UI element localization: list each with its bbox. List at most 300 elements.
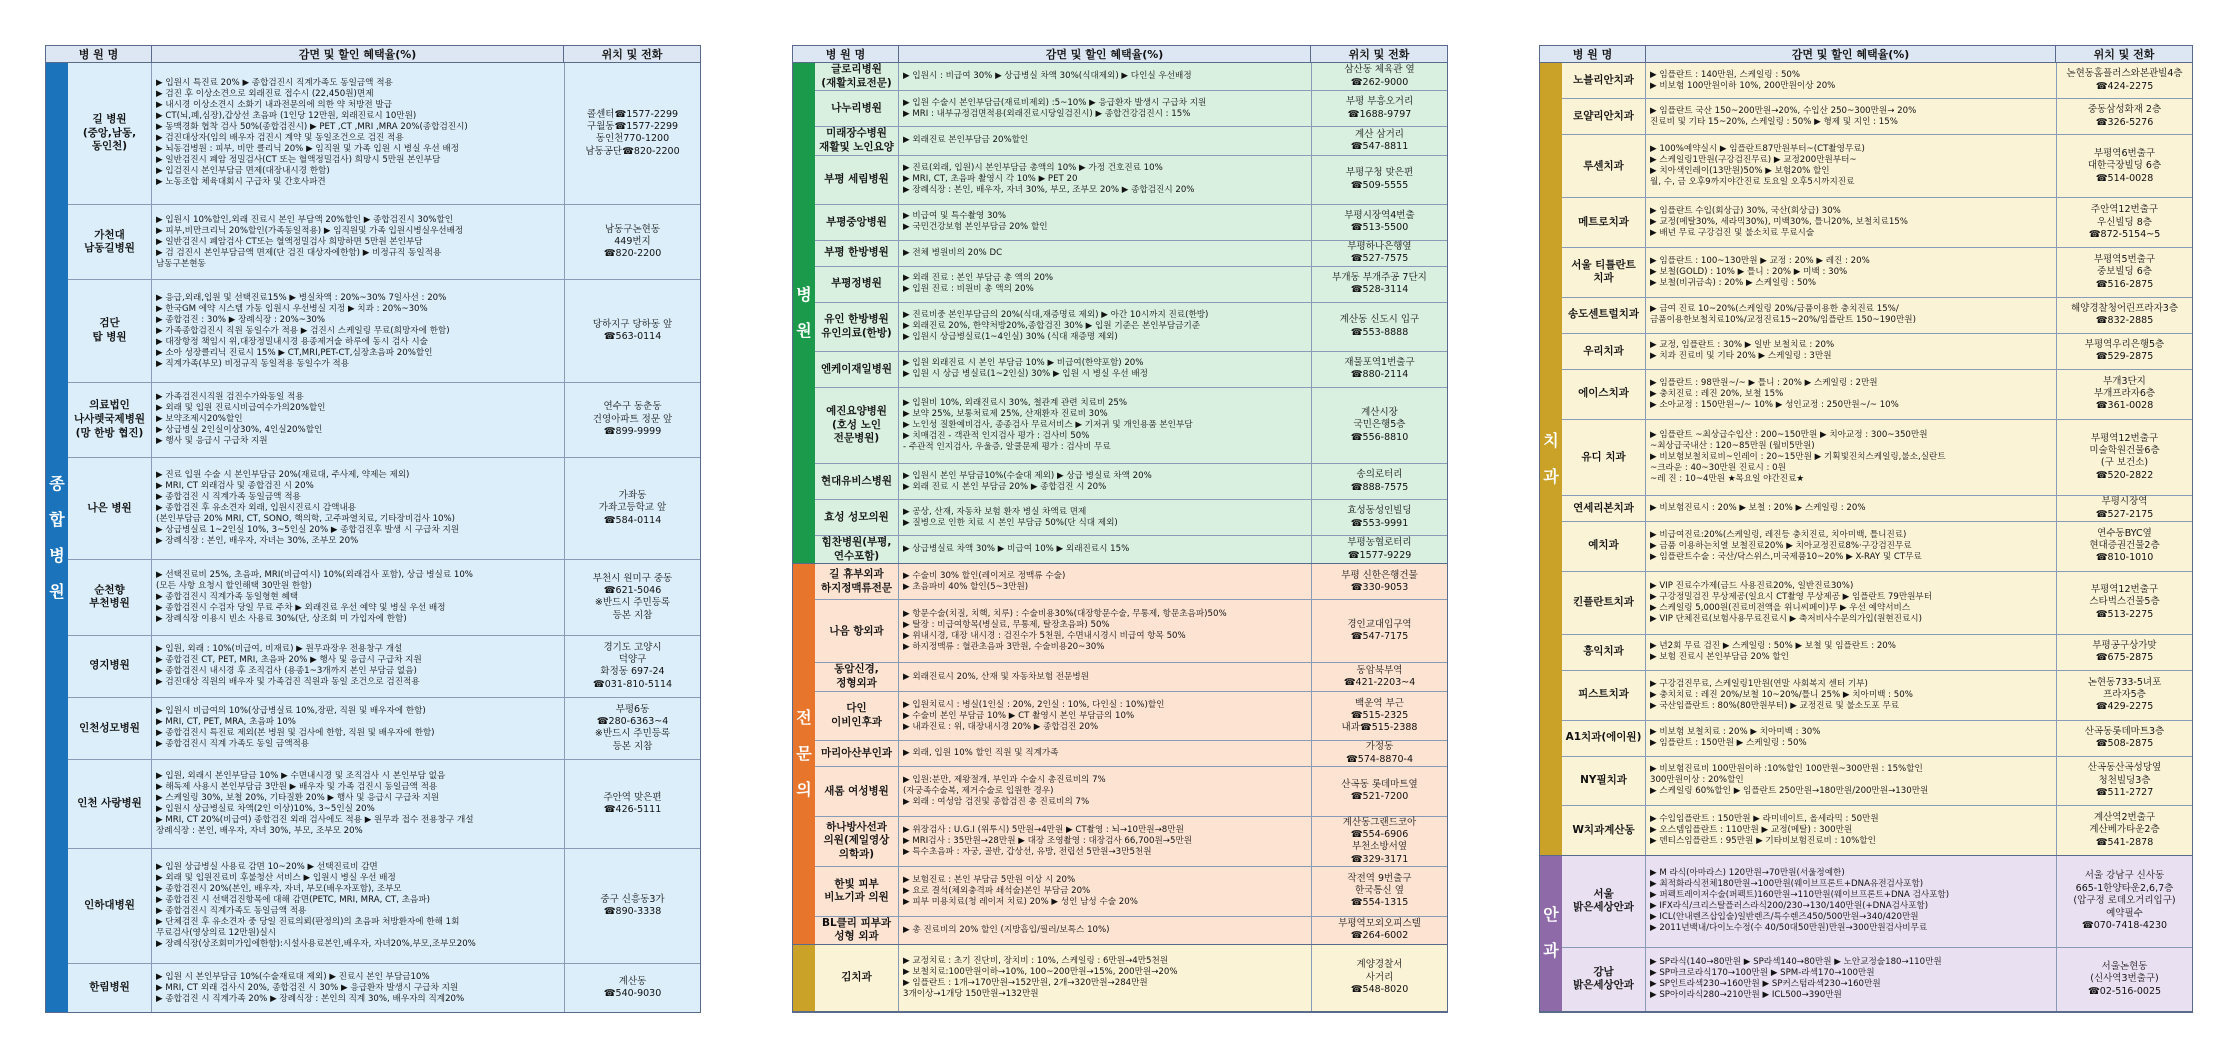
benefit-list bbox=[1646, 63, 2056, 98]
benefit-line: ▶ 입원 외래진료 시 본인 부담금 10% ▶ 비급여(한약포함) 20% bbox=[903, 358, 1144, 369]
benefit-list bbox=[152, 698, 564, 759]
location-phone: 가좌동 가좌고등학교 앞 ☎584-0114 bbox=[564, 458, 700, 559]
location-phone: 송의로터리 ☎888-7575 bbox=[1311, 464, 1447, 499]
benefit-line: ▶ 금여 진료 10~20%(스케일링 20%/금품이용한 충치진료 15%/ bbox=[1650, 304, 1899, 315]
table-row bbox=[68, 560, 700, 635]
location-phone: 재물포역1번출구 ☎880-2114 bbox=[1311, 352, 1447, 387]
benefit-line: ▶ 스케일링1만원(구강검진무료) ▶ 교정200만원부터~ bbox=[1650, 155, 1857, 166]
hospital-name: 하나방사선과 의원(제일영상 의학과) bbox=[815, 817, 899, 866]
table-row bbox=[815, 692, 1447, 742]
benefit-line: ▶ 내과진료 : 위, 대장내시경 20% ▶ 종합검진 20% bbox=[903, 721, 1099, 732]
benefit-line: ▶ 임플란트 ~최상급수입산 : 200~150만원 ▶ 치아교정 : 300~350만원 bbox=[1650, 429, 1928, 440]
hospital-name: 로얄리안치과 bbox=[1562, 99, 1646, 134]
benefit-line: ▶ 종합검진 시 직계가족 20% ▶ 장례식장 : 본인의 직계 30%, 배우자의 직계20% bbox=[156, 993, 465, 1004]
benefit-line: ▶ 피부,비만크리닉 20%할인(가족동일적용) ▶ 임직원및 가족 입원시병실우선배정 bbox=[156, 225, 464, 236]
hospital-name: 효성 성모의원 bbox=[815, 500, 899, 535]
table-row bbox=[815, 352, 1447, 388]
benefit-line: ▶ 치매검진 - 객관적 인지검사 평가 : 검사비 50% bbox=[903, 430, 1090, 441]
table-row bbox=[815, 91, 1447, 127]
category-text bbox=[793, 945, 815, 1011]
table-row bbox=[1562, 522, 2192, 572]
hospital-name: 인하대병원 bbox=[68, 849, 152, 963]
benefit-line: ▶ 보철치료:100만원이하→10%, 100~200만원→15%, 200만원→20% bbox=[903, 966, 1178, 977]
hospital-name: 김치과 bbox=[815, 945, 899, 1011]
benefit-line: ▶ 외래진료시 20%, 산재 및 자동차보험 전문병원 bbox=[903, 671, 1089, 682]
benefit-line: ▶ 구강정밀검진 무상제공(일요시 CT촬영 무상제공 ▶ 임플란트 79만원부터 bbox=[1650, 591, 1933, 602]
location-phone: 당하지구 당하동 앞 ☎563-0114 bbox=[564, 280, 700, 381]
panel-hospitals-specialists bbox=[792, 45, 1448, 1013]
location-phone: 백운역 부근 ☎515-2325 내과☎515-2388 bbox=[1311, 692, 1447, 741]
table-row bbox=[1562, 198, 2192, 248]
hospital-name: 노블리안치과 bbox=[1562, 63, 1646, 98]
location-phone: 부평농협로터리 ☎1577-9229 bbox=[1311, 536, 1447, 563]
hospital-name: 메트로치과 bbox=[1562, 198, 1646, 247]
header-location: 위치 및 전화 bbox=[1348, 48, 1410, 61]
location-phone: 부평역5번출구 중보빌딩 6층 ☎516-2875 bbox=[2056, 248, 2192, 297]
location-phone: 계산역2번출구 계산베가타운2층 ☎541-2878 bbox=[2056, 806, 2192, 855]
category-text bbox=[1540, 63, 1562, 855]
benefit-list bbox=[1646, 198, 2056, 247]
benefit-line: ▶ 공상, 산재, 자동차 보험 환자 병실 차액료 면제 bbox=[903, 506, 1087, 517]
benefit-line: ▶ 오스템임플란트 : 110만원 ▶ 교정(메탈) : 300만원 bbox=[1650, 825, 1853, 836]
table-row bbox=[68, 760, 700, 849]
hospital-name: 강남 밝은세상안과 bbox=[1562, 948, 1646, 1011]
benefit-list bbox=[1646, 370, 2056, 419]
benefit-list bbox=[152, 280, 564, 381]
benefit-list bbox=[152, 849, 564, 963]
benefit-line: ▶ 내시경 이상소견시 소화기 내과전문의에 의한 약 처방전 발급 bbox=[156, 100, 393, 111]
benefit-line: ▶ 입원시 비급여의 10%(상급병실료 10%,장판, 직원 및 배우자에 한함) bbox=[156, 706, 426, 717]
benefit-line: ▶ 검진대상자(임의 배우자 검진시 계약 및 동일조건으로 검진 적용 bbox=[156, 133, 404, 144]
table-row bbox=[1562, 856, 2192, 948]
benefit-line: ▶ 입원치료시 : 병실(1인실 : 20%, 2인실 : 10%, 다인실 : 10%)할인 bbox=[903, 699, 1165, 710]
benefit-line: ▶ 하지정맥류 : 혈관초음파 3만원, 수술비용20~30% bbox=[903, 642, 1105, 653]
benefit-line: ▶ 임플란트 수입(회상급) 30%, 국산(회상급) 30% bbox=[1650, 206, 1841, 217]
benefit-list bbox=[899, 917, 1311, 944]
benefit-line: ▶ 배년 무료 구강검진 및 불소치료 무료시술 bbox=[1650, 228, 1815, 239]
benefit-line: ▶ 종합검진 시 직계가족 동일금액 적용 bbox=[156, 492, 301, 503]
benefit-line: ▶ 요로 결석(체외충격파 쇄석술)본인 부담금 20% bbox=[903, 885, 1091, 896]
benefit-line: ▶ 피부 미용치료(청 레이저 치료) 20% ▶ 성인 남성 수술 20% bbox=[903, 896, 1138, 907]
hospital-name: 새롬 여성병원 bbox=[815, 767, 899, 816]
benefit-line: ▶ MRI, CT 외래 검사시 20%, 종합검진 시 30% ▶ 응급환자 발생시 구급차 지원 bbox=[156, 982, 459, 993]
benefit-list bbox=[899, 303, 1311, 351]
benefit-line: ▶ 장례식장 : 본인, 배우자, 자녀는 30%, 조부모 20% bbox=[156, 536, 359, 547]
hospital-name: 서울 밝은세상안과 bbox=[1562, 856, 1646, 947]
benefit-line: ~크라운 : 40~30만원 진료시 : 0원 bbox=[1650, 462, 1786, 473]
benefit-line: ▶ 일반검진시 폐암검사 CT또는 혈액정밀검사 희망하면 5만원 본인부담 bbox=[156, 236, 423, 247]
header-location: 위치 및 전화 bbox=[2093, 48, 2155, 61]
benefit-list bbox=[899, 205, 1311, 240]
benefit-line: ▶ 비보험보철치료비~인레이 : 20~15만원 ▶ 기획빛진치스케일링,불소,실란트 bbox=[1650, 451, 1946, 462]
benefit-line: ▶ 장례식장 : 본인, 배우자, 자녀 30%, 부모, 조부모 20% ▶ 종합검진시 20% bbox=[903, 185, 1195, 196]
location-phone: 서울 강남구 신사동 665-1한양타운2,6,7층 (압구정 로데오거리입구) 예약필수 ☎070-7418-4230 bbox=[2056, 856, 2192, 947]
benefit-line: ▶ 행사 및 응급시 구급차 지원 bbox=[156, 436, 268, 447]
category-text bbox=[793, 564, 815, 944]
table-row bbox=[815, 303, 1447, 352]
location-phone: 논현동733-5녀포 프라자5층 ☎429-2275 bbox=[2056, 671, 2192, 720]
benefit-line: (모든 사항 요청시 할인해택 30만원 한함) bbox=[156, 580, 312, 591]
table-row bbox=[1562, 135, 2192, 198]
benefit-line: ▶ ICL(안내렌즈삽입술)일반렌즈/특수렌즈450/500만원→340/420만원 bbox=[1650, 912, 1919, 923]
hospital-name: 송도센트럴치과 bbox=[1562, 298, 1646, 333]
hospital-name: 유인 한방병원 유인의료(한방) bbox=[815, 303, 899, 351]
table-row bbox=[1562, 572, 2192, 635]
hospital-name: 한빛 피부 비뇨기과 의원 bbox=[815, 867, 899, 916]
benefit-line: ▶ 종합검진 시 선택검진항목에 대해 감면(PETC, MRI, MRA, CT, 초음파) bbox=[156, 894, 431, 905]
hospital-name: 에이스치과 bbox=[1562, 370, 1646, 419]
benefit-line: ▶ 보험진료 : 본인 부담금 5만원 이상 시 20% bbox=[903, 874, 1076, 885]
hospital-name: 나은 병원 bbox=[68, 458, 152, 559]
location-phone: 가정동 ☎574-8870-4 bbox=[1311, 741, 1447, 766]
header-benefit: 감면 및 할인 혜택율(%) bbox=[1646, 46, 2056, 62]
benefit-line: ▶ 치아색인레이(13만원)50% ▶ 보험20% 할인 bbox=[1650, 166, 1830, 177]
benefit-line: ▶ 항문수술(치질, 치핵, 치루) : 수술비용30%(대장항문수술, 무통제, 항문초음파)50% bbox=[903, 609, 1227, 620]
benefit-list bbox=[152, 63, 564, 204]
location-phone: 경기도 고양시 덕양구 화정동 697-24 ☎031-810-5114 bbox=[564, 636, 700, 697]
table-body bbox=[46, 63, 700, 1012]
hospital-name: 나누리병원 bbox=[815, 91, 899, 126]
benefit-list bbox=[1646, 948, 2056, 1011]
benefit-line: ▶ SP인트라섹230→160만원 ▶ SP커스텀라섹230→160만원 bbox=[1650, 979, 1881, 990]
hospital-name: 글로리병원 (재활치료전문) bbox=[815, 63, 899, 90]
category-label bbox=[46, 63, 68, 1012]
location-phone: 부평역12번출구 스타벅스건물5층 ☎513-2275 bbox=[2056, 572, 2192, 634]
benefit-line: ▶ 특수초음파 : 자궁, 골반, 갑상선, 유방, 전립선 5만원→3만5천원 bbox=[903, 846, 1152, 857]
benefit-line: ▶ 스케일링 30%, 보철 20%, 기타질환 20% ▶ 행사 및 응급시 구급차 지원 bbox=[156, 792, 440, 803]
benefit-line: ▶ 위내시경, 대장 내시경 : 검진수가 5천원, 수면내시경시 비급여 항목 50% bbox=[903, 631, 1186, 642]
benefit-line: ▶ 스케일링 5,000원(진료비전액을 위니씨페이)무 ▶ 우선 예약서비스 bbox=[1650, 602, 1911, 613]
hospital-name: 마리아산부인과 bbox=[815, 741, 899, 766]
benefit-line: ▶ 소아교정 : 150만원~/~ 10% ▶ 성인교정 : 250만원~/~ 10% bbox=[1650, 399, 1899, 410]
benefit-line: ▶ 종합검진시 내시경 후 조직검사 (용종1~3개까지 본인 부담금 없음) bbox=[156, 666, 417, 677]
benefit-line: ▶ 임플란트 : 100~130만원 ▶ 교정 : 20% ▶ 레진 : 20% bbox=[1650, 255, 1870, 266]
benefit-line: ▶ 퍼펙트레이저수술(퍼펙트)160만원→110만원(웨이브프론트+DNA 검사포함) bbox=[1650, 890, 1950, 901]
benefit-line: ▶ 임플란트 : 98만원~/~ ▶ 틀니 : 20% ▶ 스케일링 : 2만원 bbox=[1650, 377, 1878, 388]
benefit-list bbox=[899, 388, 1311, 463]
location-phone: 부개3단지 부개프라자6층 ☎361-0028 bbox=[2056, 370, 2192, 419]
benefit-line: ▶ M 라식(아마라스) 120만원→70만원(서울정예한) bbox=[1650, 868, 1845, 879]
table-header bbox=[46, 46, 700, 63]
benefit-line: ▶ 일반검진시 폐암 정밀검사(CT 또는 혈액정밀검사) 희망시 5만원 본인부담 bbox=[156, 155, 441, 166]
benefit-line: ▶ 동맥경화 협착 검사 50%(종합검진시) ▶ PET ,CT ,MRI ,MRA 20%(종합검진시) bbox=[156, 122, 468, 133]
benefit-list bbox=[899, 663, 1311, 690]
benefit-line: (자궁족수술복, 제거수술로 입원한 경우) bbox=[903, 785, 1054, 796]
benefit-line: ▶ 국민건강보험 본인부담금 20% 할인 bbox=[903, 222, 1048, 233]
table-row bbox=[68, 383, 700, 458]
table-row bbox=[68, 280, 700, 382]
location-phone: 남동구논현동 449번지 ☎820-2200 bbox=[564, 205, 700, 279]
location-phone: 계양경찰서 사거리 ☎548-8020 bbox=[1311, 945, 1447, 1011]
table-row bbox=[815, 500, 1447, 536]
location-phone: 계산동그랜드코아 ☎554-6906 부천소방서옆 ☎329-3171 bbox=[1311, 817, 1447, 866]
benefit-line: ▶ 질병으로 인한 치료 시 본인 부담금 50%(단 식대 제외) bbox=[903, 517, 1118, 528]
location-phone: 서울논현동 (신사역3번출구) ☎02-516-0025 bbox=[2056, 948, 2192, 1011]
benefit-list bbox=[1646, 522, 2056, 571]
benefit-line: 300만원이상 : 20%할인 bbox=[1650, 775, 1744, 786]
hospital-name: 순천향 부천병원 bbox=[68, 560, 152, 634]
hospital-name: 한림병원 bbox=[68, 964, 152, 1012]
hospital-name: 엔케이재일병원 bbox=[815, 352, 899, 387]
table-row bbox=[1562, 671, 2192, 721]
benefit-line: ▶ 입원시 특진료 20% ▶ 종합검진시 직계가족도 동일금액 적용 bbox=[156, 78, 393, 89]
benefit-line: ▶ 수입임플란트 : 150만원 ▶ 라미네이트, 올세라믹 : 50만원 bbox=[1650, 814, 1879, 825]
location-phone: 동암북부역 ☎421-2203~4 bbox=[1311, 663, 1447, 690]
table-row bbox=[1562, 248, 2192, 298]
location-phone: 콜센터☎1577-2299 구월동☎1577-2299 동인천770-1200 남동공단☎820-2200 bbox=[564, 63, 700, 204]
benefit-line: ▶ 입원시 상급병실료(1~4인실) 30% (식대 재증명 제외) bbox=[903, 332, 1118, 343]
table-row bbox=[815, 241, 1447, 267]
location-phone: 논현동홈플러스와본관빌4층 ☎424-2275 bbox=[2056, 63, 2192, 98]
benefit-line: ▶ 종합검진시 직계가족 동일형현 혜택 bbox=[156, 591, 299, 602]
rows bbox=[815, 63, 1447, 563]
benefit-line: ▶ 단체검진 후 유소견자 중 당일 진료의뢰(판정의)의 초음파 처방환자에 한해 1회 bbox=[156, 916, 460, 927]
table-header bbox=[1540, 46, 2192, 63]
location-phone: 효성동성인빌딩 ☎553-9991 bbox=[1311, 500, 1447, 535]
benefit-line: ▶ 종합검진 CT, PET, MRI, 초음파 20% ▶ 행사 및 응급시 구급차 지원 bbox=[156, 655, 422, 666]
location-phone: 작전역 9번출구 한국통신 옆 ☎554-1315 bbox=[1311, 867, 1447, 916]
hospital-name: W치과계산동 bbox=[1562, 806, 1646, 855]
benefit-line: ▶ 충치치료 : 레진 20%/보철 10~20%/틀니 25% ▶ 치아미백 : 50% bbox=[1650, 689, 1913, 700]
benefit-line: ▶ 보철(GOLD) : 10% ▶ 틀니 : 20% ▶ 미백 : 30% bbox=[1650, 266, 1848, 277]
table-row bbox=[815, 600, 1447, 663]
benefit-line: ▶ 비보험 100만원이하 10%, 200만원이상 20% bbox=[1650, 80, 1836, 91]
benefit-line: ▶ 입원비 10%, 외래진료시 30%, 철관계 관련 치료비 25% bbox=[903, 397, 1128, 408]
hospital-name: 인천성모병원 bbox=[68, 698, 152, 759]
category-group bbox=[1540, 63, 2192, 856]
table-row bbox=[1562, 806, 2192, 855]
benefit-list bbox=[899, 564, 1311, 599]
benefit-line: - 주관적 인지검사, 우울증, 알쿨문제 평가 : 검사비 무료 bbox=[903, 441, 1111, 452]
location-phone: 중동삼성화재 2층 ☎326-5276 bbox=[2056, 99, 2192, 134]
benefit-line: ▶ MRI : 내부규정검면적용(외래진료시당일검진시) ▶ 종합건강검진시 : 15% bbox=[903, 108, 1191, 119]
benefit-list bbox=[152, 458, 564, 559]
benefit-line: ▶ 종합검진시 수검자 당일 무료 주차 ▶ 외래진료 우선 예약 및 병실 우선 배정 bbox=[156, 602, 446, 613]
benefit-list bbox=[1646, 757, 2056, 806]
benefit-list bbox=[152, 760, 564, 848]
benefit-line: ▶ 입원, 외래 : 10%(비급여, 비재료) ▶ 원무과장우 전용창구 개설 bbox=[156, 644, 403, 655]
benefit-line: ▶ 응급,외래,입원 및 선택진료15% ▶ 병실차액 : 20%~30% 7일사선 : 20% bbox=[156, 292, 447, 303]
benefit-line: ▶ 입원시 : 비급여 30% ▶ 상급병실 차액 30%(식대제외) ▶ 다인실 우선배정 bbox=[903, 71, 1192, 82]
table-row bbox=[1562, 298, 2192, 334]
header-name: 병 원 명 bbox=[793, 46, 899, 62]
benefit-line: ▶ 비보험진료시 : 20% ▶ 보철 : 20% ▶ 스케일링 : 20% bbox=[1650, 503, 1866, 514]
benefit-line: ▶ 보철(비귀금속) : 20% ▶ 스케일링 : 50% bbox=[1650, 277, 1817, 288]
header-benefit: 감면 및 할인 혜택율(%) bbox=[152, 46, 564, 62]
location-phone: 부평6동 ☎280-6363~4 ※반드시 주민등록 등본 지참 bbox=[564, 698, 700, 759]
category-group bbox=[1540, 856, 2192, 1012]
benefit-line: ▶ 종합검진 : 30% ▶ 장례식장 : 20%~30% bbox=[156, 314, 326, 325]
header-name: 병 원 명 bbox=[1540, 46, 1646, 62]
benefit-line: ▶ 종합검진 후 유소견자 외래, 입원시진료시 감액내용 bbox=[156, 503, 357, 514]
category-label bbox=[793, 63, 815, 563]
table-row bbox=[68, 964, 700, 1012]
benefit-list bbox=[899, 741, 1311, 766]
benefit-line: ▶ VIP 진료수가제(금드 사용진료20%, 일반진료30%) bbox=[1650, 580, 1854, 591]
benefit-line: ▶ 진료비중 본인부담금의 20%(식대,재증명료 제외) ▶ 아간 10시까지 진료(한방) bbox=[903, 310, 1209, 321]
location-phone: 부평역12번출구 미술학원건물6층 (구 보건소) ☎520-2822 bbox=[2056, 420, 2192, 496]
table-row bbox=[815, 156, 1447, 205]
benefit-list bbox=[899, 600, 1311, 662]
table-row bbox=[68, 63, 700, 205]
hospital-name: 미래장수병원 재활및 노인요양 bbox=[815, 127, 899, 154]
hospital-name: 부평 세림병원 bbox=[815, 156, 899, 204]
category-label bbox=[1540, 856, 1562, 1011]
table-row bbox=[1562, 63, 2192, 99]
hospital-name: 길 병원 (중앙,남동, 동인천) bbox=[68, 63, 152, 204]
benefit-line: ▶ 종합검진시 특진료 제외(본 병원 및 검사에 한함, 직원 및 배우자에 한함) bbox=[156, 728, 435, 739]
location-phone: 계산시장 국민은행5층 ☎556-8810 bbox=[1311, 388, 1447, 463]
table-body bbox=[793, 63, 1447, 1012]
location-phone: 부평 부흥오거리 ☎1688-9797 bbox=[1311, 91, 1447, 126]
benefit-line: ▶ 입원:분만, 제왕절개, 부인과 수술시 총진료비의 7% bbox=[903, 774, 1106, 785]
hospital-name: 루센치과 bbox=[1562, 135, 1646, 197]
location-phone: 삼산동 체육관 옆 ☎262-9000 bbox=[1311, 63, 1447, 90]
table-row bbox=[68, 849, 700, 964]
rows bbox=[1562, 856, 2192, 1011]
location-phone: 주안역 맞은편 ☎426-5111 bbox=[564, 760, 700, 848]
benefit-list bbox=[899, 867, 1311, 916]
benefit-line: ▶ 임플란트 국산 150~200만원→20%, 수입산 250~300만원→ 20% bbox=[1650, 105, 1917, 116]
benefit-line: ▶ 외래 진료 시 본인 부담금 20% ▶ 종합검진 시 20% bbox=[903, 481, 1107, 492]
hospital-name: 연세리본치과 bbox=[1562, 496, 1646, 521]
header-benefit: 감면 및 할인 혜택율(%) bbox=[899, 46, 1311, 62]
table-row bbox=[1562, 721, 2192, 757]
hospital-name: 다인 이비인후과 bbox=[815, 692, 899, 741]
benefit-line: ▶ 입원시 본인 부담금10%(수술대 제외) ▶ 상급 병실료 차액 20% bbox=[903, 470, 1152, 481]
benefit-line: ▶ 검진대상 직원의 배우자 및 가족검진 직원과 동일 조건으로 검진적용 bbox=[156, 677, 420, 688]
hospital-name: 길 휴부외과 하지정맥류전문 bbox=[815, 564, 899, 599]
benefit-list bbox=[899, 267, 1311, 302]
location-phone: 해양경찰청어린프라자3층 ☎832-2885 bbox=[2056, 298, 2192, 333]
benefit-line: ▶ 입원 진료 : 비원비 총 액의 20% bbox=[903, 284, 1034, 295]
benefit-line: ▶ 진료 입원 수술 시 본인부담금 20%(재료대, 주사제, 약제는 제외) bbox=[156, 470, 410, 481]
benefit-line: ▶ 총 진료비의 20% 할인 (지방흡입/필러/보톡스 10%) bbox=[903, 924, 1110, 935]
benefit-line: ~레 진 : 10~4만원 ★목요일 야간진료★ bbox=[1650, 473, 1805, 484]
hospital-name: A1치과(에이원) bbox=[1562, 721, 1646, 756]
benefit-line: ▶ 대장항정 책임시 위,대장정밀내시경 용종제거술 하루에 동시 검사 시술 bbox=[156, 336, 428, 347]
location-phone: 계산동 ☎540-9030 bbox=[564, 964, 700, 1012]
benefit-line: ▶ 교정치료 : 초기 진단비, 장치비 : 10%, 스케일링 : 6만원→4만5천원 bbox=[903, 955, 1169, 966]
benefit-list bbox=[899, 241, 1311, 266]
benefit-list bbox=[1646, 99, 2056, 134]
location-phone: 연수동BYC옆 현대증권건물2층 ☎810-1010 bbox=[2056, 522, 2192, 571]
location-phone: 부평공구상가맞 ☎675-2875 bbox=[2056, 635, 2192, 670]
table-row bbox=[68, 636, 700, 698]
benefit-line: ▶ 구강검진무료, 스케일링1만원(연말 사회복지 센터 기부) bbox=[1650, 678, 1868, 689]
benefit-line: 진료비 및 기타 15~20%, 스케일링 : 50% ▶ 형제 및 지인 : 15% bbox=[1650, 116, 1898, 127]
benefit-line: ▶ 상급병실료 차액 30% ▶ 비급여 10% ▶ 외래진료시 15% bbox=[903, 544, 1130, 555]
benefit-list bbox=[899, 945, 1311, 1011]
benefit-list bbox=[152, 964, 564, 1012]
benefit-line: ▶ 외래 진료 : 본인 부담금 총 액의 20% bbox=[903, 273, 1054, 284]
benefit-line: ▶ 최적화라식전체180만원→100만원(웨이브프론트+DNA유전검사포함) bbox=[1650, 879, 1924, 890]
location-phone: 경인교대입구역 ☎547-7175 bbox=[1311, 600, 1447, 662]
benefit-list bbox=[1646, 856, 2056, 947]
benefit-line: 금품이용한보철치료10%/교정진료15~20%/임플란트 150~190만원) bbox=[1650, 315, 1916, 326]
table-row bbox=[68, 458, 700, 560]
benefit-line: ▶ 종합검진시 20%(본인, 배우자, 자녀, 부모(배우자포함), 조부모 bbox=[156, 883, 402, 894]
location-phone: 계산 삼거리 ☎547-8811 bbox=[1311, 127, 1447, 154]
category-text bbox=[46, 63, 68, 1012]
benefit-list bbox=[1646, 248, 2056, 297]
benefit-list bbox=[899, 352, 1311, 387]
benefit-line: ▶ 입원시 상급병실료 차액(2인 이상)10%, 3~5인실 20% bbox=[156, 803, 375, 814]
location-phone: 중구 신흥동3가 ☎890-3338 bbox=[564, 849, 700, 963]
table-row bbox=[815, 741, 1447, 767]
hospital-name: NY필치과 bbox=[1562, 757, 1646, 806]
table-row bbox=[815, 267, 1447, 303]
benefit-line: ▶ 검진 후 이상소견으로 외래진료 접수시 (22,450원)면제 bbox=[156, 89, 374, 100]
table-body bbox=[1540, 63, 2192, 1012]
benefit-line: ▶ 비보험진료비 100만원이하 :10%할인 100만원~300만원 : 15%할인 bbox=[1650, 764, 1923, 775]
category-text bbox=[793, 63, 815, 563]
benefit-line: ~최상급국내산 : 120~85만원 (월비5만원) bbox=[1650, 440, 1815, 451]
rows bbox=[815, 945, 1447, 1011]
rows bbox=[1562, 63, 2192, 855]
category-char: 전 bbox=[796, 708, 812, 728]
location-phone: 부평구청 맞은편 ☎509-5555 bbox=[1311, 156, 1447, 204]
benefit-line: ▶ 덴티스임플란트 : 95만원 ▶ 기타비보험진료비 : 10%할인 bbox=[1650, 836, 1876, 847]
benefit-line: 장례식장 : 본인, 배우자, 자녀 30%, 부모, 조부모 20% bbox=[156, 825, 363, 836]
hospital-name: 검단 탑 병원 bbox=[68, 280, 152, 381]
benefit-line: ▶ 교정, 임플란트 : 30% ▶ 일반 보철치료 : 20% bbox=[1650, 340, 1835, 351]
benefit-line: ▶ 가족검진시직원 검진수가와동일 적용 bbox=[156, 392, 304, 403]
hospital-name: 예진요양병원 (호성 노인 전문병원) bbox=[815, 388, 899, 463]
hospital-name: 우리치과 bbox=[1562, 334, 1646, 369]
benefit-line: ▶ 장례식장(상조회미가입에한함):시설사용료본인,배우자, 자녀20%,부모,조부모20% bbox=[156, 938, 476, 949]
benefit-line: ▶ 충치진료 : 레진 20%, 보철 15% bbox=[1650, 388, 1784, 399]
table-row bbox=[1562, 948, 2192, 1011]
location-phone: 산곡동롯데마트3층 ☎508-2875 bbox=[2056, 721, 2192, 756]
hospital-name: 흥익치과 bbox=[1562, 635, 1646, 670]
rows bbox=[815, 564, 1447, 944]
benefit-line: ▶ 입검진시 본인부담금 면제(대장내시경 한함) bbox=[156, 166, 330, 177]
table-row bbox=[1562, 370, 2192, 420]
benefit-line: ▶ MRI, CT, PET, MRA, 초음파 10% bbox=[156, 717, 296, 728]
benefit-line: ▶ 입원시 10%할인,외래 진료시 본인 부담액 20%할인 ▶ 종합검진시 30%할인 bbox=[156, 214, 454, 225]
category-text bbox=[1540, 856, 1562, 1011]
location-phone: 주안역12번출구 우신빌딩 8층 ☎872-5154~5 bbox=[2056, 198, 2192, 247]
table-row bbox=[815, 536, 1447, 563]
hospital-name: 피스트치과 bbox=[1562, 671, 1646, 720]
benefit-line: ▶ 보약 25%, 보통처료제 25%, 산재환자 진료비 30% bbox=[903, 408, 1108, 419]
benefit-line: ▶ 직계가족(부모) 비정규직 동일적용 동일수가 적용 bbox=[156, 358, 350, 369]
benefit-line: ▶ 외래 및 입원진료비 후불청산 서비스 ▶ 입원시 병실 우선 배정 bbox=[156, 872, 396, 883]
benefit-line: ▶ 외래 : 여성암 검진및 종합검진 총 진료비의 7% bbox=[903, 796, 1090, 807]
benefit-line: ▶ SP라식(140→80만원 ▶ SP라섹140→80만원 ▶ 노안교정술180→110만원 bbox=[1650, 957, 1942, 968]
table-row bbox=[1562, 99, 2192, 135]
table-row bbox=[1562, 334, 2192, 370]
hospital-name: 인천 사랑병원 bbox=[68, 760, 152, 848]
benefit-line: ▶ 종합검진시 직계 가족도 동일 금액적용 bbox=[156, 739, 310, 750]
benefit-line: ▶ 탈장 : 비급여항목(병실료, 무통제, 탈장초음파) 50% bbox=[903, 620, 1110, 631]
header-name: 병 원 명 bbox=[46, 46, 152, 62]
location-phone: 부천시 원미구 중동 ☎621-5046 ※반드시 주민등록 등본 지참 bbox=[564, 560, 700, 634]
category-char: 치 bbox=[1543, 430, 1559, 450]
benefit-line: ▶ 상급병실료 1~2인실 10%, 3~5인실 20% ▶ 종합검진후 발생 시 구급차 지원 bbox=[156, 525, 460, 536]
benefit-list bbox=[1646, 420, 2056, 496]
table-header bbox=[793, 46, 1447, 63]
location-phone: 계산동 신도시 입구 ☎553-8888 bbox=[1311, 303, 1447, 351]
benefit-line: ▶ 임플란트 : 140만원, 스케일링 : 50% bbox=[1650, 69, 1801, 80]
hospital-name: 동암신경, 정형외과 bbox=[815, 663, 899, 690]
hospital-name: 현대유비스병원 bbox=[815, 464, 899, 499]
benefit-line: ▶ 상급병실 2인실이상30%, 4인실20%할인 bbox=[156, 425, 323, 436]
benefit-line: ▶ 교정(메탈30%, 세라믹30%), 미백30%, 틀니20%, 보철치료15% bbox=[1650, 217, 1908, 228]
category-char: 종 bbox=[49, 473, 65, 493]
benefit-line: ▶ 위장검사 : U.G.I (위투시) 5만원→4만원 ▶ CT촬영 : 뇌→10만원→8만원 bbox=[903, 824, 1184, 835]
